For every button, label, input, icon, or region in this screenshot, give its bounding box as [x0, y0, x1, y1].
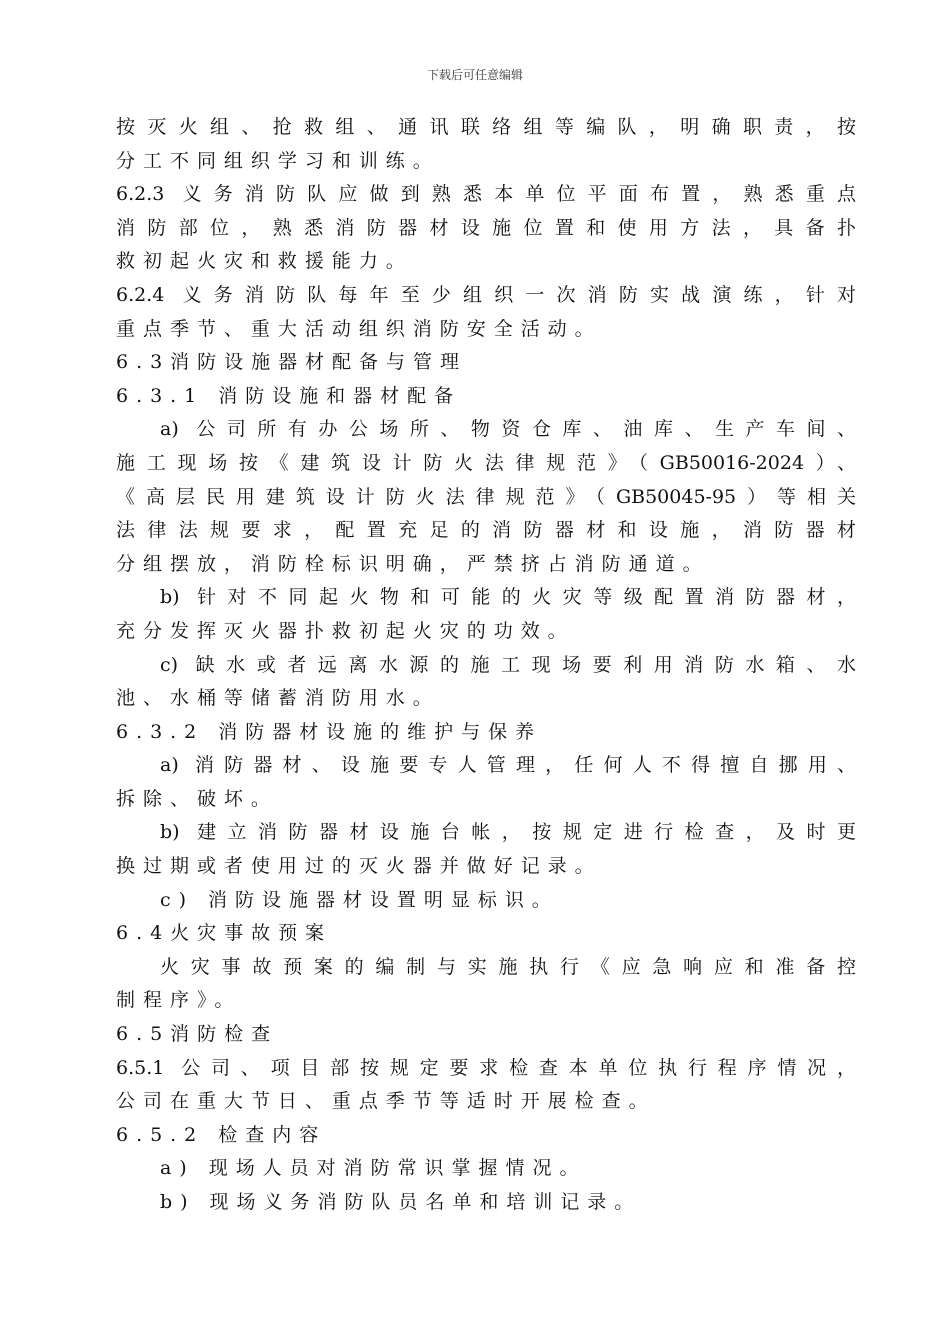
text-line: 6.4火灾事故预案 [116, 922, 333, 945]
text-line: 6.2.3 义务消防队应做到熟悉本单位平面布置，熟悉重点 [116, 183, 856, 206]
text-line: b) 针对不同起火物和可能的火灾等级配置消防器材， [160, 586, 856, 609]
text-line: 制程序》。 [116, 989, 242, 1012]
text-line: 6.3.2 消防器材设施的维护与保养 [116, 720, 543, 743]
text-line: b) 现场义务消防队员名单和培训记录。 [160, 1191, 642, 1213]
text-line: 6.3消防设施器材配备与管理 [116, 351, 467, 374]
text-line: a) 消防器材、设施要专人管理，任何人不得擅自挪用、 [160, 754, 856, 777]
text-line: 消防部位，熟悉消防器材设施位置和使用方法，具备扑 [116, 216, 856, 239]
text-line: 6.5.2 检查内容 [116, 1123, 327, 1146]
text-line: 拆除、破坏。 [116, 787, 278, 810]
text-line: 火灾事故预案的编制与实施执行《应急响应和准备控 [160, 955, 856, 978]
text-line: 按灭火组、抢救组、通讯联络组等编队，明确职责，按 [116, 116, 856, 138]
text-line: 充分发挥灭火器扑救初起火灾的功效。 [116, 619, 575, 642]
text-line: 换过期或者使用过的灭火器并做好记录。 [116, 855, 602, 878]
text-line: b) 建立消防器材设施台帐，按规定进行检查，及时更 [160, 821, 856, 844]
text-line: 6.5消防检查 [116, 1023, 279, 1046]
text-line: c) 消防设施器材设置明显标识。 [160, 888, 559, 911]
document-body [116, 111, 856, 1220]
text-line: 分工不同组织学习和训练。 [116, 149, 440, 172]
text-line: 救初起火灾和救援能力。 [116, 250, 413, 273]
text-line: 公司在重大节日、重点季节等适时开展检查。 [116, 1090, 656, 1113]
text-line: 6.5.1 公司、项目部按规定要求检查本单位执行程序情况， [116, 1056, 856, 1079]
text-line: a) 现场人员对消防常识掌握情况。 [160, 1157, 587, 1180]
text-line: 施工现场按《建筑设计防火法律规范》（GB50016-2024）、 [116, 451, 856, 474]
text-line: 池、水桶等储蓄消防用水。 [116, 687, 440, 710]
text-line: 重点季节、重大活动组织消防安全活动。 [116, 317, 602, 340]
text-line: 分组摆放，消防栓标识明确，严禁挤占消防通道。 [116, 552, 710, 575]
text-line: a) 公司所有办公场所、物资仓库、油库、生产车间、 [160, 418, 856, 441]
text-line: 《高层民用建筑设计防火法律规范》（GB50045-95）等相关 [116, 485, 856, 508]
text-line: 法律法规要求，配置充足的消防器材和设施，消防器材 [116, 519, 856, 542]
text-line: 6.3.1 消防设施和器材配备 [116, 384, 462, 407]
text-line: c) 缺水或者远离水源的施工现场要利用消防水箱、水 [160, 653, 856, 676]
page-header: 下载后可任意编辑 [426, 68, 523, 82]
text-line: 6.2.4 义务消防队每年至少组织一次消防实战演练，针对 [116, 283, 856, 306]
